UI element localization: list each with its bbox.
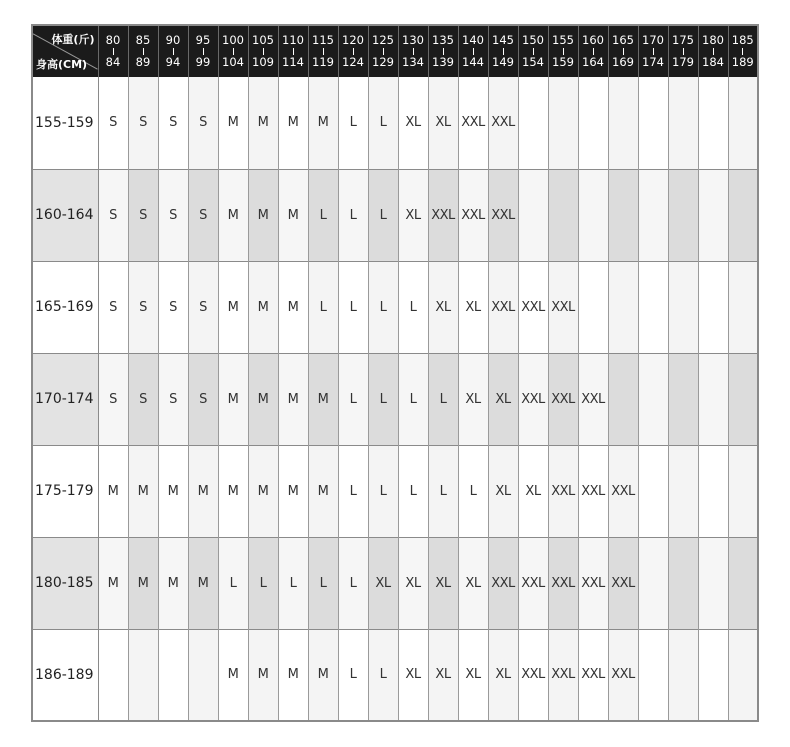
size-cell: M [158,537,188,629]
size-cell: XL [428,77,458,169]
range-separator [263,48,264,55]
size-cell [548,169,578,261]
size-cell: XL [488,353,518,445]
size-cell: XXL [578,629,608,721]
size-cell: M [308,77,338,169]
size-cell: XXL [458,169,488,261]
size-cell [158,629,188,721]
weight-range-header [638,25,668,77]
range-separator [233,48,234,55]
weight-range-header [158,25,188,77]
size-cell [128,629,158,721]
weight-range-high: 144 [462,55,484,69]
weight-range-low: 180 [702,33,724,47]
size-cell: S [188,77,218,169]
weight-range-header [248,25,278,77]
size-cell [728,353,758,445]
size-cell [698,169,728,261]
weight-range-high: 184 [702,55,724,69]
size-cell [578,77,608,169]
size-cell: L [398,261,428,353]
weight-range-low: 160 [582,33,604,47]
size-cell: XL [398,77,428,169]
size-cell: L [368,261,398,353]
weight-range-low: 155 [552,33,574,47]
size-cell [188,629,218,721]
size-cell: XXL [488,169,518,261]
size-cell: M [218,169,248,261]
size-cell [668,169,698,261]
size-cell: XXL [608,537,638,629]
weight-range-low: 85 [135,33,151,47]
weight-range-high: 99 [195,55,211,69]
size-cell [698,629,728,721]
size-cell: S [188,169,218,261]
size-cell: M [128,445,158,537]
size-cell [638,261,668,353]
height-range-label: 160-164 [32,169,98,261]
size-cell [698,445,728,537]
table-row [32,169,758,261]
weight-range-high: 149 [492,55,514,69]
size-cell [698,77,728,169]
size-cell: XXL [578,445,608,537]
weight-range-low: 100 [222,33,244,47]
size-cell: L [398,445,428,537]
size-cell [668,77,698,169]
size-cell: M [308,629,338,721]
table-corner-header [32,25,98,77]
weight-range-high: 104 [222,55,244,69]
weight-range-header [398,25,428,77]
size-cell: XXL [608,629,638,721]
table-row [32,537,758,629]
weight-range-low: 165 [612,33,634,47]
size-cell: XL [398,629,428,721]
size-cell [668,261,698,353]
range-separator [293,48,294,55]
weight-range-header [278,25,308,77]
size-cell: S [188,353,218,445]
size-cell [728,261,758,353]
size-cell: XXL [548,261,578,353]
size-cell: M [308,445,338,537]
range-separator [563,48,564,55]
size-cell: XXL [488,77,518,169]
size-cell: L [338,77,368,169]
weight-range-high: 154 [522,55,544,69]
size-cell: L [218,537,248,629]
table-row [32,445,758,537]
weight-range-header [728,25,758,77]
size-cell: M [128,537,158,629]
size-cell: XL [398,169,428,261]
weight-range-header [488,25,518,77]
weight-range-low: 110 [282,33,304,47]
size-cell [668,537,698,629]
weight-range-header [188,25,218,77]
range-separator [623,48,624,55]
size-cell: S [158,353,188,445]
weight-range-low: 140 [462,33,484,47]
weight-range-high: 94 [165,55,181,69]
range-separator [413,48,414,55]
size-cell [98,629,128,721]
weight-range-high: 169 [612,55,634,69]
range-separator [143,48,144,55]
size-cell: M [248,261,278,353]
size-cell: M [98,537,128,629]
size-cell: M [218,445,248,537]
size-cell: M [278,629,308,721]
size-cell: XXL [548,445,578,537]
size-cell: S [128,77,158,169]
size-cell: S [128,261,158,353]
size-cell: M [248,77,278,169]
size-cell [698,537,728,629]
weight-range-high: 179 [672,55,694,69]
weight-range-header [338,25,368,77]
size-cell [608,353,638,445]
header-row [32,25,758,77]
size-cell: M [248,353,278,445]
size-cell [608,169,638,261]
size-cell: L [308,537,338,629]
weight-range-low: 175 [672,33,694,47]
range-separator [353,48,354,55]
size-cell: XXL [488,261,518,353]
size-cell: L [338,537,368,629]
weight-range-low: 170 [642,33,664,47]
size-cell: M [98,445,128,537]
weight-range-header [128,25,158,77]
weight-range-high: 164 [582,55,604,69]
size-cell: XL [458,261,488,353]
size-cell: S [98,261,128,353]
size-cell: XXL [428,169,458,261]
weight-range-low: 135 [432,33,454,47]
size-cell: L [338,261,368,353]
weight-range-high: 134 [402,55,424,69]
size-cell: M [278,353,308,445]
size-chart-table [31,24,759,722]
size-cell: XXL [578,537,608,629]
weight-range-header [98,25,128,77]
size-cell: L [308,261,338,353]
weight-range-header [518,25,548,77]
size-cell: XL [398,537,428,629]
size-cell [578,261,608,353]
weight-range-high: 139 [432,55,454,69]
weight-range-high: 89 [135,55,151,69]
size-cell [638,353,668,445]
size-cell: S [98,353,128,445]
range-separator [383,48,384,55]
size-cell: M [218,77,248,169]
size-cell [668,629,698,721]
size-cell: L [338,169,368,261]
range-separator [323,48,324,55]
size-cell: XL [458,629,488,721]
size-cell [548,77,578,169]
range-separator [113,48,114,55]
weight-range-header [428,25,458,77]
size-cell: XL [428,261,458,353]
size-cell: XL [368,537,398,629]
height-axis-label: 身高(CM) [36,58,88,71]
table-row [32,261,758,353]
size-cell: XL [488,629,518,721]
size-cell [728,445,758,537]
size-cell: L [278,537,308,629]
size-cell: M [278,261,308,353]
weight-range-header [698,25,728,77]
size-cell: L [428,445,458,537]
size-cell [638,629,668,721]
size-cell: L [428,353,458,445]
weight-range-low: 90 [165,33,181,47]
size-cell: XXL [578,353,608,445]
weight-range-low: 105 [252,33,274,47]
weight-range-header [458,25,488,77]
weight-range-high: 189 [731,55,754,69]
size-cell: M [248,445,278,537]
weight-range-low: 150 [522,33,544,47]
size-cell: S [158,77,188,169]
weight-range-header [608,25,638,77]
weight-range-header [578,25,608,77]
weight-range-high: 124 [342,55,364,69]
size-cell: XXL [548,353,578,445]
size-cell [518,169,548,261]
size-cell: XXL [518,629,548,721]
weight-range-low: 130 [402,33,424,47]
size-cell: L [368,445,398,537]
size-cell: M [308,353,338,445]
size-cell: XL [518,445,548,537]
height-range-label: 175-179 [32,445,98,537]
size-cell: XXL [488,537,518,629]
size-cell: L [338,353,368,445]
size-cell: M [248,169,278,261]
size-cell: M [218,353,248,445]
range-separator [533,48,534,55]
weight-range-low: 120 [342,33,364,47]
table-row [32,629,758,721]
range-separator [503,48,504,55]
weight-range-high: 174 [642,55,664,69]
size-cell: L [368,629,398,721]
range-separator [473,48,474,55]
size-cell: M [278,169,308,261]
size-cell: L [458,445,488,537]
height-range-label: 170-174 [32,353,98,445]
size-cell: XL [428,629,458,721]
size-cell: L [338,445,368,537]
size-cell: XXL [518,261,548,353]
size-cell: M [188,445,218,537]
range-separator [742,48,743,55]
weight-range-header [308,25,338,77]
size-cell [698,261,728,353]
size-cell: XL [458,537,488,629]
size-cell: XL [458,353,488,445]
size-cell: L [368,77,398,169]
size-cell [668,353,698,445]
weight-range-high: 129 [372,55,394,69]
size-cell [578,169,608,261]
size-cell: S [128,169,158,261]
size-cell: S [158,261,188,353]
size-cell: S [158,169,188,261]
size-cell [638,445,668,537]
range-separator [173,48,174,55]
size-cell [728,77,758,169]
weight-range-low: 115 [312,33,334,47]
size-cell: XXL [608,445,638,537]
size-cell: S [98,169,128,261]
size-cell: L [398,353,428,445]
size-cell [728,169,758,261]
size-cell: XXL [458,77,488,169]
size-cell: XXL [548,537,578,629]
size-cell [728,537,758,629]
weight-range-header [218,25,248,77]
size-cell: S [98,77,128,169]
size-cell: M [218,261,248,353]
weight-range-low: 80 [105,33,121,47]
size-cell: L [308,169,338,261]
size-cell: M [188,537,218,629]
weight-range-high: 109 [252,55,274,69]
height-range-label: 186-189 [32,629,98,721]
size-cell: XXL [518,537,548,629]
size-cell: M [158,445,188,537]
size-cell: M [248,629,278,721]
size-cell [638,537,668,629]
weight-range-low: 145 [492,33,514,47]
range-separator [653,48,654,55]
size-cell [518,77,548,169]
size-cell: S [188,261,218,353]
weight-axis-label: 体重(斤) [51,33,95,46]
size-cell: XL [428,537,458,629]
weight-range-low: 95 [195,33,211,47]
size-cell: L [368,353,398,445]
size-cell: XL [488,445,518,537]
range-separator [443,48,444,55]
weight-range-header [548,25,578,77]
size-cell: L [368,169,398,261]
size-cell: S [128,353,158,445]
height-range-label: 180-185 [32,537,98,629]
range-separator [203,48,204,55]
size-cell [608,77,638,169]
size-cell [728,629,758,721]
size-cell [698,353,728,445]
weight-range-high: 159 [552,55,574,69]
size-cell: XXL [518,353,548,445]
size-cell: L [338,629,368,721]
size-cell: M [218,629,248,721]
size-cell [668,445,698,537]
size-cell: L [248,537,278,629]
range-separator [593,48,594,55]
weight-range-low: 185 [731,33,754,47]
weight-range-high: 84 [105,55,121,69]
table-row [32,77,758,169]
weight-range-high: 114 [282,55,304,69]
weight-range-low: 125 [372,33,394,47]
weight-range-header [368,25,398,77]
range-separator [683,48,684,55]
size-cell: XXL [548,629,578,721]
weight-range-header [668,25,698,77]
height-range-label: 165-169 [32,261,98,353]
range-separator [713,48,714,55]
size-cell [638,169,668,261]
size-cell [638,77,668,169]
size-cell: M [278,445,308,537]
table-row [32,353,758,445]
weight-range-high: 119 [312,55,334,69]
size-cell [608,261,638,353]
size-cell: M [278,77,308,169]
height-range-label: 155-159 [32,77,98,169]
